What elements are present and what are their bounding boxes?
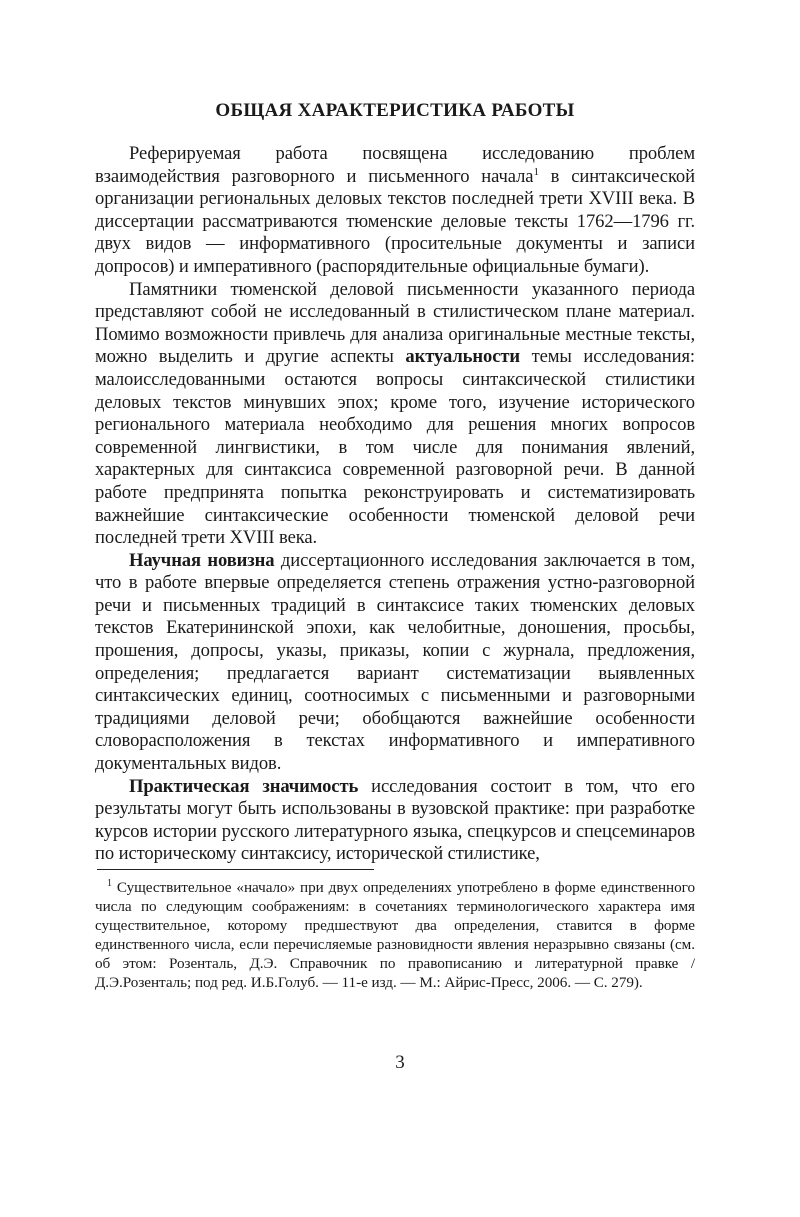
section-heading: ОБЩАЯ ХАРАКТЕРИСТИКА РАБОТЫ <box>215 100 575 121</box>
paragraph-1-text-a: Реферируемая работа посвящена исследованию проблем взаимодействия разговорного и письменного начала <box>95 143 695 187</box>
page-number: 3 <box>395 1052 405 1073</box>
term-prakticheskaya-znachimost: Практическая значимость <box>129 775 359 797</box>
paragraph-2 <box>95 279 695 550</box>
body-text <box>95 143 695 866</box>
paragraph-2-text-b: темы исследования: малоисследованными остаются вопросы синтаксической стилистики деловых текстов минувших эпох; кроме того, изучение исторического регионального материала необходимо для решения многих вопросов современной лингвистики, в том числе для понимания явлений, характерных для синтаксиса современной разговорной речи. В данной работе предпринята попытка реконструировать и систематизировать важнейшие синтаксические особенности тюменской деловой речи последней трети XVIII века. <box>95 346 695 549</box>
paragraph-3-text: диссертационного исследования заключается в том, что в работе впервые определяется степень отражения устно-разговорной речи и письменных традиций в синтаксисе таких тюменских деловых текстов Екатерининской эпохи, как челобитные, доношения, просьбы, прошения, допросы, указы, приказы, копии с журнала, предложения, определения; предлагается вариант систематизации выявленных синтаксических единиц, соотносимых с письменными и разговорными традициями деловой речи; обобщаются важнейшие особенности словорасположения в текстах информативного и императивного документальных видов. <box>95 549 695 775</box>
footnote-text: Существительное «начало» при двух определениях употреблено в форме единственного числа по следующим соображениям: в сочетаниях терминологического характера имя существительное, которому предшествуют два определения, ставится в форме единственного числа, если перечисляемые разновидности явления неразрывно связаны (см. об этом: Розенталь, Д.Э. Справочник по правописанию и литературной правке / Д.Э.Розенталь; под ред. И.Б.Голуб. — 11-е изд. — М.: Айрис-Пресс, 2006. — С. 279). <box>95 879 695 991</box>
footnote-separator <box>97 869 374 870</box>
paragraph-4 <box>95 776 695 866</box>
term-aktualnost: актуальности <box>405 346 520 368</box>
paragraph-3 <box>95 550 695 776</box>
paragraph-1 <box>95 143 695 279</box>
footnote-reference: 1 <box>533 165 539 178</box>
footnote <box>95 879 695 992</box>
paragraph-1-text-b: в синтаксической организации региональных деловых текстов последней трети XVIII века. В диссертации рассматриваются тюменские деловые тексты 1762—1796 гг. двух видов — информативного (просительные документы и записи допросов) и императивного (распорядительные официальные бумаги). <box>95 165 695 277</box>
paragraph-2-text-a: Памятники тюменской деловой письменности указанного периода представляют собой не исследованный в стилистическом плане материал. Помимо возможности привлечь для анализа оригинальные местные тексты, можно выделить и другие аспекты <box>95 278 695 368</box>
paragraph-4-text: исследования состоит в том, что его результаты могут быть использованы в вузовской практике: при разработке курсов истории русского литературного языка, спецкурсов и спецсеминаров по историческому синтаксису, исторической стилистике, <box>95 775 695 865</box>
footnote-marker: 1 <box>107 878 112 889</box>
term-nauchnaya-novizna: Научная новизна <box>129 549 275 571</box>
